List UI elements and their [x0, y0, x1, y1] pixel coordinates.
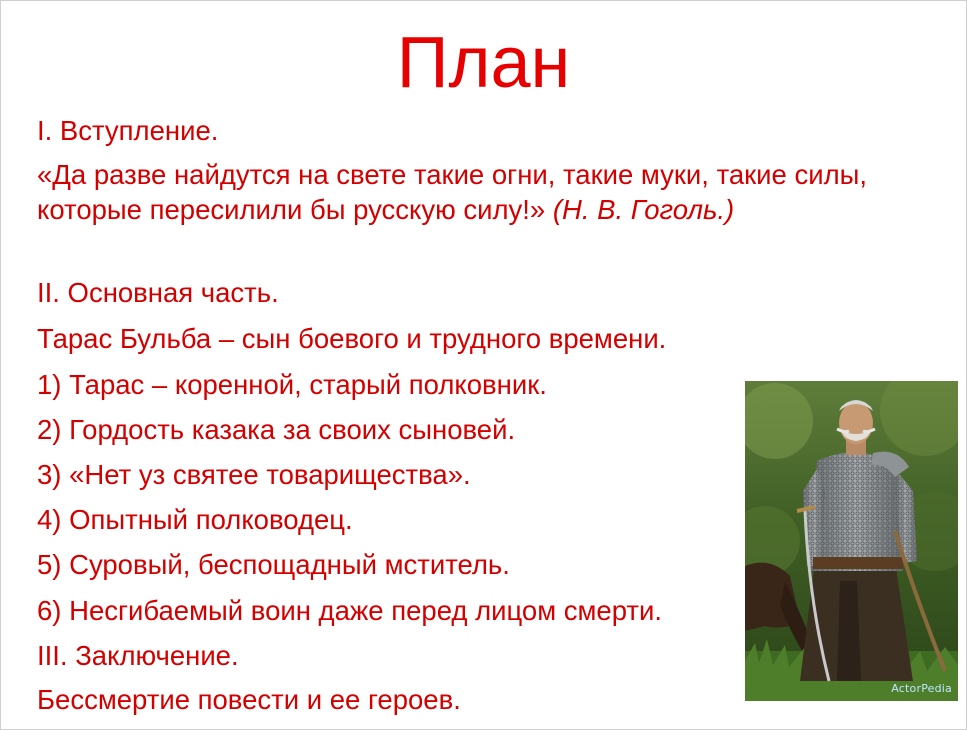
quote-author: (Н. В. Гоголь.) — [552, 194, 735, 225]
list-item: 3) «Нет уз святее товарищества». — [37, 459, 471, 490]
main-thesis: Тарас Бульба – сын боевого и трудного времени. — [37, 323, 667, 354]
list-item: 1) Тарас – коренной, старый полковник. — [37, 369, 547, 400]
conclusion-text: Бессмертие повести и ее героев. — [37, 684, 461, 715]
cossack-illustration — [745, 381, 958, 701]
list-item: 2) Гордость казака за своих сыновей. — [37, 414, 516, 445]
page-title: План — [396, 23, 571, 103]
intro-heading: I. Вступление. — [37, 115, 219, 146]
cossack-photo — [745, 381, 958, 701]
main-heading: II. Основная часть. — [37, 277, 279, 308]
photo-watermark: ActorPedia — [891, 682, 952, 695]
list-item: 6) Несгибаемый воин даже перед лицом смерти. — [37, 595, 663, 626]
list-item: 5) Суровый, беспощадный мститель. — [37, 549, 510, 580]
list-item: 4) Опытный полководец. — [37, 504, 353, 535]
quote-text: «Да разве найдутся на свете такие огни, такие муки, такие силы, которые пересилили бы русскую силу!» — [37, 159, 868, 225]
epigraph-quote — [37, 157, 917, 227]
conclusion-heading: III. Заключение. — [37, 640, 239, 671]
